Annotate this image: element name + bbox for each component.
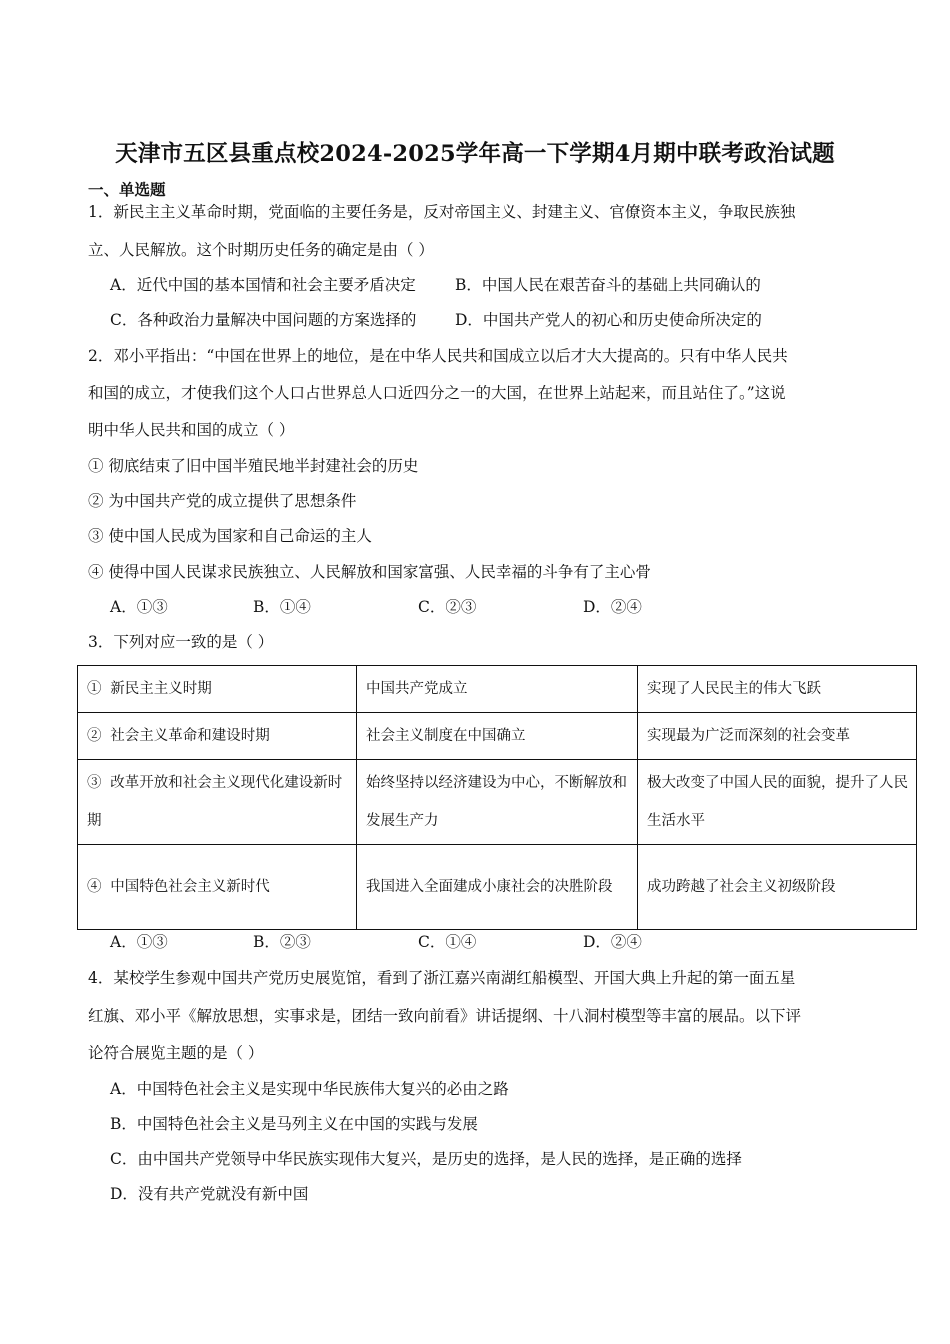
q4-option-b[interactable]: B．中国特色社会主义是马列主义在中国的实践与发展 (110, 1115, 478, 1133)
q2-statement-4: ④ 使得中国人民谋求民族独立、人民解放和国家富强、人民幸福的斗争有了主心骨 (88, 563, 651, 581)
q2-option-c[interactable]: C．②③ (418, 598, 477, 616)
q2-statement-3: ③ 使中国人民成为国家和自己命运的主人 (88, 527, 372, 545)
table-cell: 成功跨越了社会主义初级阶段 (638, 845, 917, 930)
q3-option-a[interactable]: A．①③ (110, 933, 168, 951)
table-cell: 实现最为广泛而深刻的社会变革 (638, 713, 917, 760)
table-row (78, 713, 917, 760)
q3-stem: 3．下列对应一致的是（ ） (88, 633, 274, 651)
q3-table (77, 665, 917, 930)
q3-option-d[interactable]: D．②④ (583, 933, 642, 951)
q1-stem-line2: 立、人民解放。这个时期历史任务的确定是由（ ） (88, 241, 434, 259)
q2-stem-line1: 2．邓小平指出：“中国在世界上的地位，是在中华人民共和国成立以后才大大提高的。只有中华人民共 (88, 347, 788, 365)
table-row (78, 666, 917, 713)
section-heading: 一、单选题 (88, 180, 166, 199)
table-row (78, 845, 917, 930)
q2-option-b[interactable]: B．①④ (253, 598, 311, 616)
q2-stem-line2: 和国的成立，才使我们这个人口占世界总人口近四分之一的大国，在世界上站起来，而且站住了。”这说 (88, 384, 786, 402)
table-cell: 社会主义制度在中国确立 (357, 713, 638, 760)
table-row (78, 760, 917, 845)
page-title: 天津市五区县重点校2024-2025学年高一下学期4月期中联考政治试题 (115, 141, 835, 167)
table-cell: ④ 中国特色社会主义新时代 (78, 845, 357, 930)
q4-stem-line1: 4．某校学生参观中国共产党历史展览馆，看到了浙江嘉兴南湖红船模型、开国大典上升起的第一面五星 (88, 969, 796, 987)
q1-stem-line1: 1．新民主主义革命时期，党面临的主要任务是，反对帝国主义、封建主义、官僚资本主义，争取民族独 (88, 203, 796, 221)
table-cell: ① 新民主主义时期 (78, 666, 357, 713)
q3-option-b[interactable]: B．②③ (253, 933, 311, 951)
table-cell: ③ 改革开放和社会主义现代化建设新时期 (78, 760, 357, 845)
q2-statement-1: ① 彻底结束了旧中国半殖民地半封建社会的历史 (88, 457, 419, 475)
table-cell: 实现了人民民主的伟大飞跃 (638, 666, 917, 713)
q2-option-d[interactable]: D．②④ (583, 598, 642, 616)
q4-option-d[interactable]: D．没有共产党就没有新中国 (110, 1185, 309, 1203)
q3-option-c[interactable]: C．①④ (418, 933, 477, 951)
q4-stem-line2: 红旗、邓小平《解放思想，实事求是，团结一致向前看》讲话提纲、十八洞村模型等丰富的展品。以下评 (88, 1007, 802, 1025)
table-cell: 始终坚持以经济建设为中心，不断解放和发展生产力 (357, 760, 638, 845)
q1-option-d[interactable]: D．中国共产党人的初心和历史使命所决定的 (455, 311, 762, 329)
q2-stem-line3: 明中华人民共和国的成立（ ） (88, 421, 295, 439)
q4-option-c[interactable]: C．由中国共产党领导中华民族实现伟大复兴，是历史的选择，是人民的选择，是正确的选择 (110, 1150, 742, 1168)
q1-option-a[interactable]: A．近代中国的基本国情和社会主要矛盾决定 (110, 276, 416, 294)
q2-option-a[interactable]: A．①③ (110, 598, 168, 616)
table-cell: 我国进入全面建成小康社会的决胜阶段 (357, 845, 638, 930)
q1-option-b[interactable]: B．中国人民在艰苦奋斗的基础上共同确认的 (455, 276, 761, 294)
table-cell: 中国共产党成立 (357, 666, 638, 713)
q2-statement-2: ② 为中国共产党的成立提供了思想条件 (88, 492, 357, 510)
table-cell: 极大改变了中国人民的面貌，提升了人民生活水平 (638, 760, 917, 845)
q1-option-c[interactable]: C．各种政治力量解决中国问题的方案选择的 (110, 311, 417, 329)
q4-option-a[interactable]: A．中国特色社会主义是实现中华民族伟大复兴的必由之路 (110, 1080, 509, 1098)
q4-stem-line3: 论符合展览主题的是（ ） (88, 1044, 264, 1062)
table-cell: ② 社会主义革命和建设时期 (78, 713, 357, 760)
